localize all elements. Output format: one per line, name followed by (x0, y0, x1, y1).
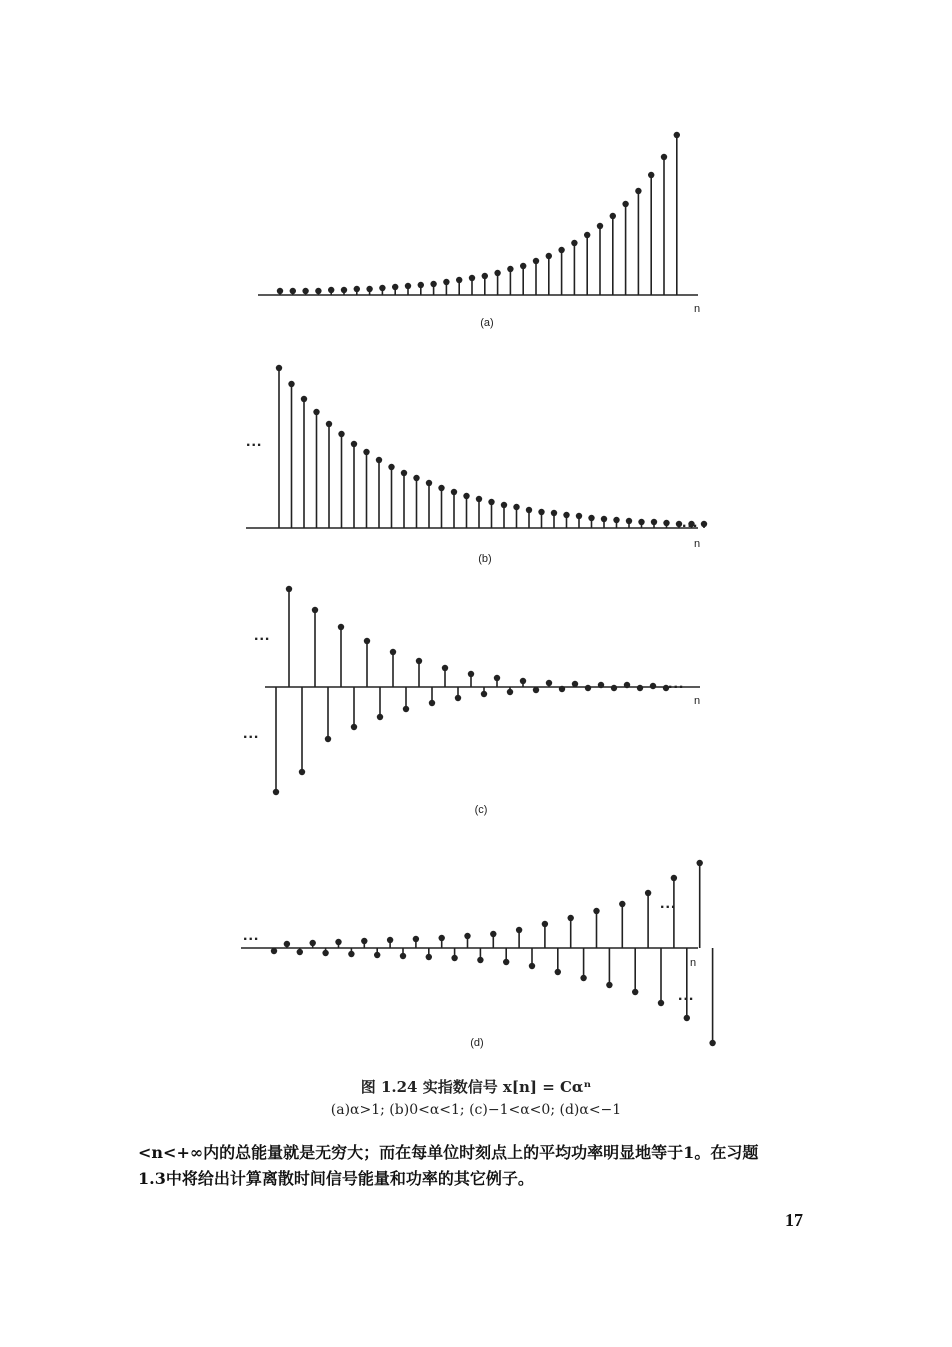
stem-point (403, 706, 409, 712)
stem-point (310, 940, 316, 946)
stem-point (551, 510, 557, 516)
stem-point (494, 675, 500, 681)
stem-point (276, 365, 282, 371)
body-line-2: 1.3中将给出计算离散时间信号能量和功率的其它例子。 (138, 1169, 534, 1188)
stem-point (516, 927, 522, 933)
subplot-label: (b) (478, 553, 492, 565)
stem-point (697, 860, 703, 866)
stem-point (451, 489, 457, 495)
stem-point (661, 154, 667, 160)
stem-point (588, 515, 594, 521)
page-number: 17 (785, 1210, 803, 1230)
stem-point (624, 682, 630, 688)
stem-point (558, 247, 564, 253)
stem-point (299, 769, 305, 775)
stem-point (555, 969, 561, 975)
stem-point (520, 263, 526, 269)
ellipsis-left: ... (246, 433, 263, 450)
stem-point (538, 509, 544, 515)
stem-point (632, 989, 638, 995)
stem-point (674, 132, 680, 138)
stem-point (507, 266, 513, 272)
stem-point (290, 288, 296, 294)
stem-plot-a (258, 132, 700, 329)
stem-point (507, 689, 513, 695)
figure-caption-subtitle: (a)α>1; (b)0<α<1; (c)−1<α<0; (d)α<−1 (330, 1102, 622, 1118)
stem-point (568, 915, 574, 921)
stem-point (520, 678, 526, 684)
stem-plot-b (246, 365, 707, 565)
stem-point (364, 638, 370, 644)
stem-point (601, 516, 607, 522)
axis-label-n: n (694, 695, 701, 707)
stem-point (377, 714, 383, 720)
stem-point (392, 284, 398, 290)
body-line-1: <n<+∞内的总能量就是无穷大；而在每单位时刻点上的平均功率明显地等于1。在习题 (138, 1143, 759, 1162)
stem-point (482, 273, 488, 279)
stem-point (338, 431, 344, 437)
stem-point (451, 955, 457, 961)
stem-point (650, 683, 656, 689)
stem-point (503, 959, 509, 965)
stem-point (477, 957, 483, 963)
stem-point (546, 680, 552, 686)
ellipsis-left: ... (243, 927, 260, 944)
stem-point (546, 253, 552, 259)
stem-point (313, 409, 319, 415)
stem-point (416, 658, 422, 664)
ellipsis-right-lower: ... (678, 987, 695, 1004)
stem-point (361, 938, 367, 944)
stem-point (354, 286, 360, 292)
subplot-label: (c) (474, 804, 488, 816)
stem-point (469, 275, 475, 281)
stem-point (513, 504, 519, 510)
stem-point (297, 949, 303, 955)
stem-point (388, 464, 394, 470)
stem-point (301, 396, 307, 402)
stem-point (439, 935, 445, 941)
stem-point (533, 687, 539, 693)
stem-point (468, 671, 474, 677)
stem-point (426, 954, 432, 960)
stem-point (584, 232, 590, 238)
stem-point (429, 700, 435, 706)
stem-point (442, 665, 448, 671)
figure-caption-title: 图 1.24 实指数信号 x[n] = Cαⁿ (360, 1078, 592, 1096)
stem-point (572, 681, 578, 687)
stem-point (533, 258, 539, 264)
stem-point (312, 607, 318, 613)
stem-point (288, 381, 294, 387)
stem-point (418, 282, 424, 288)
stem-point (638, 519, 644, 525)
stem-point (284, 941, 290, 947)
stem-point (626, 518, 632, 524)
ellipsis-right: ... (668, 675, 685, 692)
stem-point (571, 240, 577, 246)
stem-point (648, 172, 654, 178)
stem-point (322, 950, 328, 956)
stem-point (645, 890, 651, 896)
stem-point (613, 517, 619, 523)
ellipsis-right: ... (682, 514, 699, 531)
stem-point (635, 188, 641, 194)
stem-point (390, 649, 396, 655)
stem-point (405, 283, 411, 289)
stem-point (658, 1000, 664, 1006)
stem-point (455, 695, 461, 701)
stem-point (529, 963, 535, 969)
stem-point (476, 496, 482, 502)
stem-point (526, 507, 532, 513)
stem-point (490, 931, 496, 937)
stem-point (606, 982, 612, 988)
axis-label-n: n (690, 957, 697, 969)
stem-point (413, 936, 419, 942)
stem-point (438, 485, 444, 491)
stem-plot-c (243, 586, 700, 816)
stem-point (443, 279, 449, 285)
stem-point (481, 691, 487, 697)
stem-point (271, 948, 277, 954)
stem-point (351, 724, 357, 730)
stem-point (302, 288, 308, 294)
stem-point (610, 213, 616, 219)
stem-point (273, 789, 279, 795)
stem-point (559, 686, 565, 692)
stem-point (598, 682, 604, 688)
stem-point (341, 287, 347, 293)
stem-point (593, 908, 599, 914)
stem-point (286, 586, 292, 592)
stem-point (387, 937, 393, 943)
stem-point (426, 480, 432, 486)
stem-point (494, 270, 500, 276)
stem-point (585, 685, 591, 691)
stem-point (684, 1015, 690, 1021)
stem-point (277, 288, 283, 294)
stem-point (464, 933, 470, 939)
stem-point (563, 512, 569, 518)
stem-point (651, 519, 657, 525)
stem-point (400, 953, 406, 959)
stem-point (335, 939, 341, 945)
stem-point (576, 513, 582, 519)
stem-point (338, 624, 344, 630)
stem-point (379, 285, 385, 291)
ellipsis-left: ... (254, 627, 271, 644)
subplot-label: (a) (480, 317, 494, 329)
stem-point (348, 951, 354, 957)
stem-point (709, 1040, 715, 1046)
ellipsis-right: ... (660, 895, 677, 912)
stem-plot-d (241, 860, 716, 1049)
stem-point (671, 875, 677, 881)
stem-point (456, 277, 462, 283)
stem-point (366, 286, 372, 292)
stem-point (501, 502, 507, 508)
stem-point (376, 457, 382, 463)
stem-point (463, 493, 469, 499)
stem-point (325, 736, 331, 742)
subplot-label: (d) (470, 1037, 484, 1049)
stem-point (622, 201, 628, 207)
stem-point (401, 470, 407, 476)
stem-point (542, 921, 548, 927)
stem-point (597, 223, 603, 229)
ellipsis-left-lower: ... (243, 725, 260, 742)
axis-label-n: n (694, 538, 701, 550)
stem-point (580, 975, 586, 981)
stem-point (488, 499, 494, 505)
stem-point (637, 685, 643, 691)
stem-point (430, 281, 436, 287)
stem-point (413, 475, 419, 481)
axis-label-n: n (694, 303, 701, 315)
stem-point (315, 288, 321, 294)
stem-point (663, 520, 669, 526)
stem-point (326, 421, 332, 427)
body-paragraph (138, 1140, 838, 1192)
stem-point (351, 441, 357, 447)
stem-point (374, 952, 380, 958)
stem-point (619, 901, 625, 907)
stem-point (363, 449, 369, 455)
stem-point (701, 521, 707, 527)
stem-point (328, 287, 334, 293)
stem-point (611, 685, 617, 691)
